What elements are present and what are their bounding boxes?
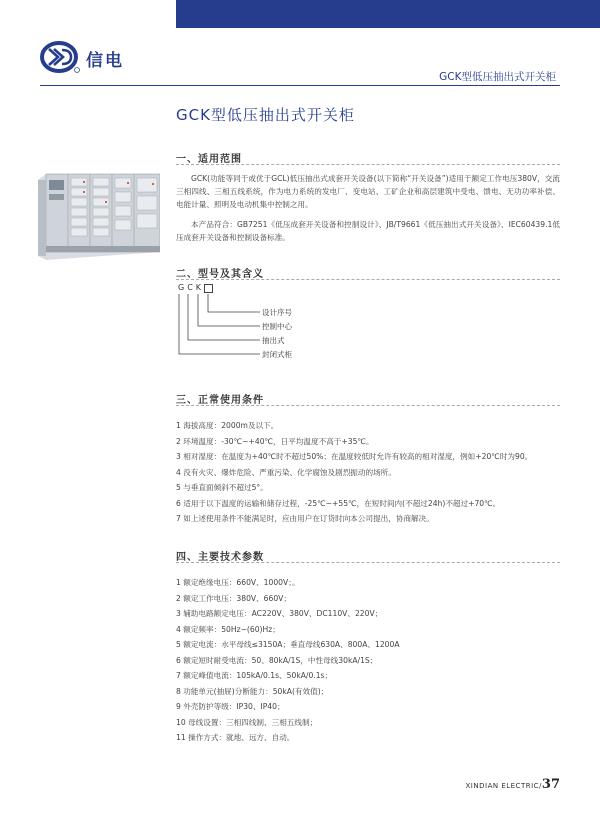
list-item: 2 额定工作电压：380V、660V； — [176, 593, 291, 603]
scope-paragraph: GCK(功能等同于或优于GCL)低压抽出式成套开关设备(以下简称“开关设备”)适用于额定工作电压380V，交流三相四线、三相五线系统，作为电力系统的发电厂、变电站、工矿企业和高层建筑中受电、馈电、无功功率补偿、电能计量、照明及电动机集中控制之用。 — [176, 174, 560, 209]
list-item: 9 外壳防护等级：IP30、IP40； — [176, 702, 285, 711]
section-heading-conditions: 三、正常使用条件 — [176, 395, 264, 406]
standards-paragraph: 本产品符合：GB7251《低压成套开关设备和控制设计》、JB/T9661《低压抽出式开关设备》、IEC60439.1低压成套开关设备和控制设备标准。 — [176, 220, 560, 242]
list-item: 8 功能单元(抽屉)分断能力：50kA(有效值)； — [176, 686, 329, 696]
section-divider — [176, 405, 560, 406]
list-item: 7 如上述使用条件不能满足时，应由用户在订货时向本公司提出，协商解决。 — [176, 514, 434, 523]
conditions-list — [176, 418, 532, 527]
model-meaning-item: 封闭式柜 — [262, 350, 292, 359]
list-item: 5 额定电流：水平母线≤3150A；垂直母线630A、800A、1200A — [176, 640, 400, 649]
section-divider — [176, 279, 560, 280]
header-divider — [40, 85, 560, 86]
section-heading-scope: 一、适用范围 — [176, 154, 242, 165]
model-meaning-item: 控制中心 — [262, 322, 292, 331]
header-section-title: GCK型低压抽出式开关柜 — [439, 71, 556, 83]
section-divider — [176, 562, 560, 563]
list-item: 3 辅助电路额定电压：AC220V、380V、DC110V、220V； — [176, 609, 383, 618]
model-meaning-item: 抽出式 — [262, 336, 285, 345]
page-number: 37 — [541, 777, 560, 792]
section-heading-params: 四、主要技术参数 — [176, 552, 264, 563]
section-heading-model: 二、型号及其含义 — [176, 269, 264, 280]
list-item: 11 操作方式：就地、远方、自动。 — [176, 733, 295, 742]
model-code: GCK — [178, 283, 205, 292]
list-item: 5 与垂直面倾斜不超过5°。 — [176, 483, 268, 492]
model-meaning-item: 设计序号 — [262, 308, 292, 317]
parameters-list — [176, 575, 400, 746]
footer-separator: / — [539, 782, 542, 790]
header-band — [176, 0, 600, 28]
list-item: 6 额定短时耐受电流：50、80kA/1S，中性母线30kA/1S； — [176, 655, 378, 665]
list-item: 4 没有火灾、爆炸危险、严重污染、化学腐蚀及剧烈振动的场所。 — [176, 467, 396, 477]
list-item: 2 环境温度：-30℃~+40℃，日平均温度不高于+35℃。 — [176, 436, 374, 446]
page-footer — [466, 777, 560, 792]
list-item: 3 相对湿度：在温度为+40℃时不超过50%；在温度较低时允许有较高的相对湿度，例如+20℃时为90。 — [176, 452, 533, 461]
list-item: 1 海拔高度：2000m及以下。 — [176, 421, 279, 430]
list-item: 1 额定绝缘电压：660V、1000V；。 — [176, 578, 300, 587]
brand-name: 信电 — [86, 51, 124, 71]
switchgear-cabinet-image — [38, 172, 160, 260]
page-title: GCK型低压抽出式开关柜 — [176, 106, 355, 124]
list-item: 4 额定频率：50Hz~(60)Hz； — [176, 624, 280, 634]
footer-company: XINDIAN ELECTRIC — [465, 782, 540, 790]
list-item: 10 母线设置：三相四线制、三相五线制； — [176, 717, 318, 727]
company-logo-icon — [40, 40, 80, 74]
list-item: 7 额定峰值电流：105kA/0.1s、50kA/0.1s； — [176, 671, 333, 680]
section-divider — [176, 164, 560, 165]
list-item: 6 适用于以下温度的运输和储存过程，-25℃~+55℃，在短时间内(不超过24h)不超过+70℃。 — [176, 498, 501, 508]
model-code-brackets — [176, 290, 262, 360]
